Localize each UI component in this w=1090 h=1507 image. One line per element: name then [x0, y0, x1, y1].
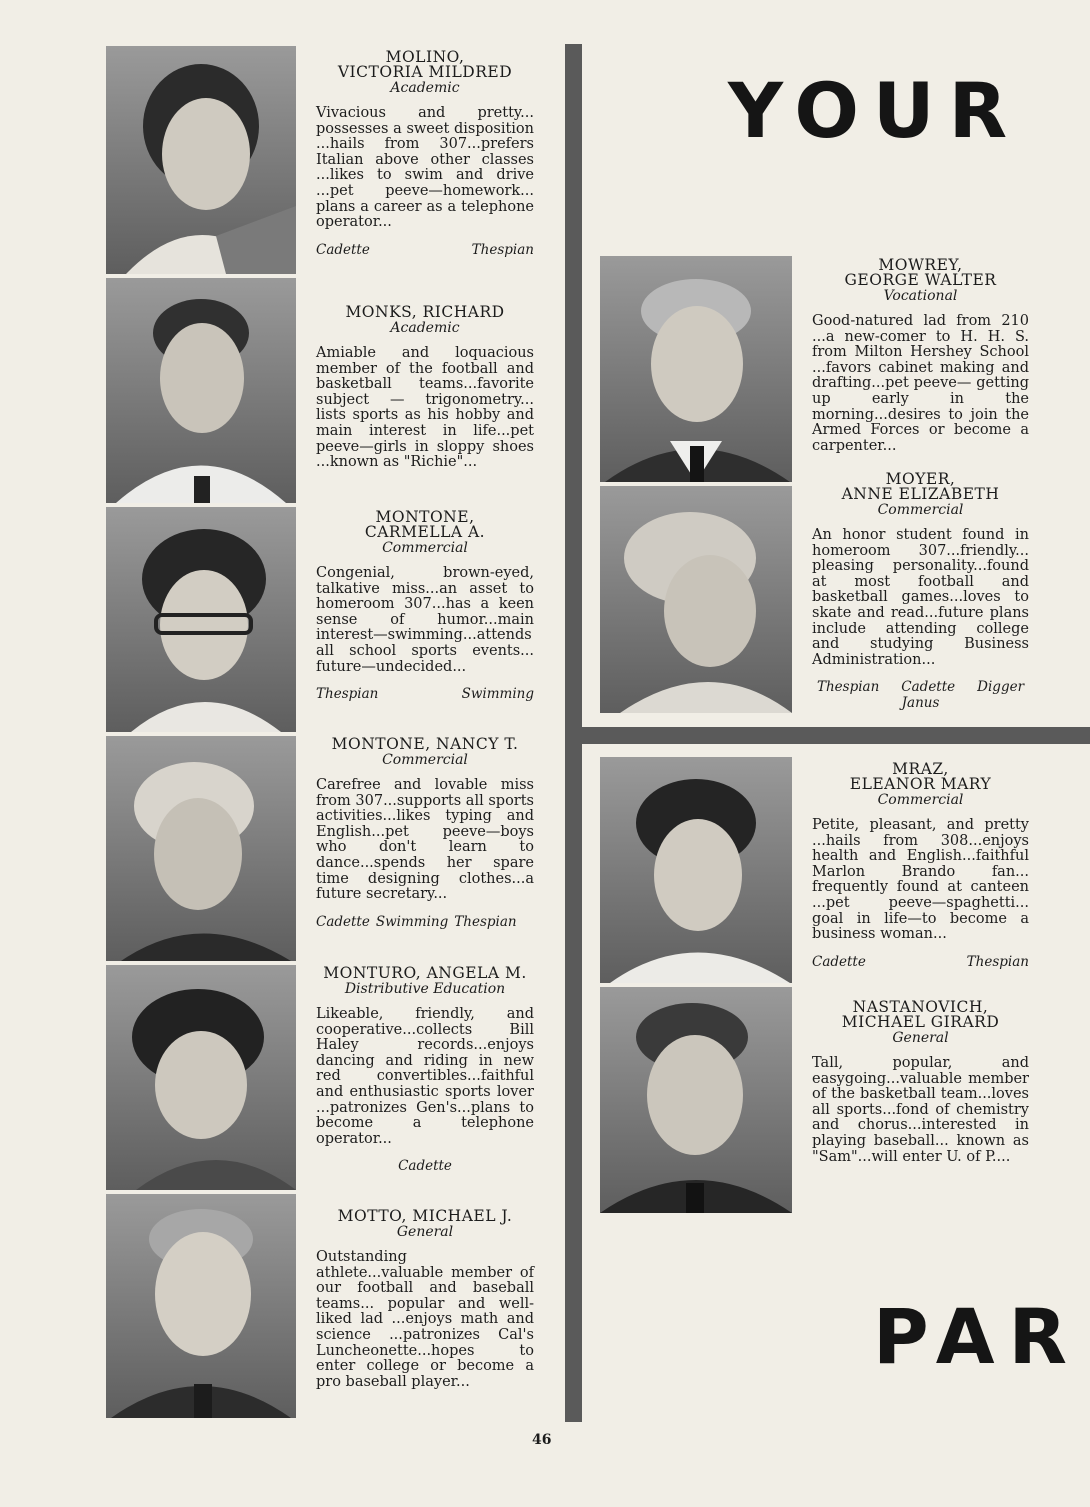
student-name: MONKS, RICHARD: [345, 303, 505, 321]
student-description: Congenial, brown-eyed, talkative miss...an asset to homeroom 307...has a keen sense of humor...main interest—swimming...attends all school sports events... future—undecided...: [316, 565, 534, 675]
student-name: MONTONE, NANCY T.: [331, 735, 519, 753]
student-description: Carefree and lovable miss from 307...supports all sports activities...likes typing and English...pet peeve—boys who don't learn to dance...spends her spare time designing clothes...a future secretary...: [316, 777, 534, 903]
student-name: MOLINO, VICTORIA MILDRED: [337, 48, 513, 81]
senior-entry: [812, 1000, 1029, 1165]
activity: Cadette: [812, 953, 866, 970]
portrait-photo: [106, 1194, 296, 1418]
activity: Digger: [977, 679, 1025, 696]
senior-entry: [316, 966, 534, 1174]
student-description: Outstanding athlete...valuable member of our football and baseball teams... popular and well-liked lad ...enjoys math and science ...patronizes Cal's Luncheonette...hopes to enter college or become a pro baseball player...: [316, 1249, 534, 1390]
senior-entry: [812, 762, 1029, 970]
portrait-photo: [106, 278, 296, 503]
senior-entry: [316, 510, 534, 702]
headline-bottom: PAR: [873, 1292, 1082, 1381]
activity: Thespian: [316, 686, 379, 703]
activity-list: [812, 954, 1029, 970]
student-name: MOWREY, GEORGE WALTER: [844, 256, 997, 289]
headline-top: YOUR: [728, 66, 1022, 155]
activity: Cadette: [316, 913, 370, 930]
student-description: Good-natured lad from 210 ...a new-comer to H. H. S. from Milton Hershey School ...favors cabinet making and drafting...pet peeve— getting up early in the morning...desires to join the Armed Forces or become a carpenter...: [812, 313, 1029, 454]
senior-entry: [316, 50, 534, 258]
course-label: Vocational: [883, 288, 958, 304]
course-label: General: [396, 1224, 454, 1240]
page-number: 46: [532, 1432, 552, 1448]
horizontal-divider: [582, 727, 1090, 744]
senior-entry: [812, 258, 1029, 454]
senior-entry: [316, 737, 534, 930]
activity-list: [316, 914, 534, 930]
student-description: Amiable and loquacious member of the football and basketball teams...favorite subject — trigonometry... lists sports as his hobby and main interest in life...pet peeve—girls in sloppy shoes ...known as "Richie"...: [316, 345, 534, 471]
student-name: MOYER, ANNE ELIZABETH: [841, 470, 1000, 503]
senior-entry: [316, 1209, 534, 1390]
student-name: MOTTO, MICHAEL J.: [337, 1207, 513, 1225]
activity-list: [316, 242, 534, 258]
student-description: Likeable, friendly, and cooperative...collects Bill Haley records...enjoys dancing and riding in new red convertibles...faithful and enthusiastic sports lover ...patronizes Gen's...plans to become a telephone operator...: [316, 1006, 534, 1147]
portrait-photo: [106, 507, 296, 732]
course-label: Academic: [390, 320, 460, 336]
portrait-photo: [106, 46, 296, 274]
student-name: MONTURO, ANGELA M.: [323, 964, 527, 982]
portrait-photo: [600, 987, 792, 1213]
portrait-photo: [600, 757, 792, 983]
course-label: Commercial: [877, 502, 964, 518]
activity-list: [316, 1158, 534, 1174]
student-description: Vivacious and pretty... possesses a sweet disposition ...hails from 307...prefers Italian above other classes ...likes to swim and drive ...pet peeve—homework... plans a career as a telephone operator...: [316, 105, 534, 231]
activity: Cadette: [398, 1158, 452, 1175]
course-label: Commercial: [382, 752, 468, 768]
student-name: NASTANOVICH, MICHAEL GIRARD: [841, 998, 1000, 1031]
activity-list: [316, 686, 534, 702]
activity: Janus: [901, 695, 940, 712]
student-description: Petite, pleasant, and pretty ...hails from 308...enjoys health and English...faithful Marlon Brando fan... frequently found at canteen ...pet peeve—spaghetti... goal in life—to become a business woman...: [812, 817, 1029, 943]
student-description: Tall, popular, and easygoing...valuable member of the basketball team...loves all sports...fond of chemistry and chorus...interested in playing baseball... known as "Sam"...will enter U. of P....: [812, 1055, 1029, 1165]
activity: Cadette: [316, 241, 370, 258]
senior-entry: [812, 472, 1029, 711]
course-label: Distributive Education: [344, 981, 506, 997]
activity: Thespian: [966, 953, 1029, 970]
senior-entry: [316, 305, 534, 471]
student-name: MRAZ, ELEANOR MARY: [849, 760, 992, 793]
portrait-photo: [106, 965, 296, 1190]
portrait-photo: [600, 256, 792, 482]
student-description: An honor student found in homeroom 307...friendly... pleasing personality...found at most football and basketball games...loves to skate and read...future plans include attending college and studying Business Administration...: [812, 527, 1029, 668]
course-label: Commercial: [877, 792, 964, 808]
student-name: MONTONE, CARMELLA A.: [364, 508, 486, 541]
course-label: Commercial: [382, 540, 468, 556]
course-label: Academic: [390, 80, 460, 96]
activity-list: [812, 679, 1029, 711]
activity: Thespian: [454, 913, 517, 930]
activity: Thespian: [816, 679, 880, 696]
vertical-divider: [565, 44, 582, 1422]
portrait-photo: [106, 736, 296, 961]
portrait-photo: [600, 486, 792, 713]
activity: Swimming: [461, 686, 534, 703]
activity: Swimming: [375, 913, 449, 930]
activity: Thespian: [471, 241, 534, 258]
activity: Cadette: [901, 679, 956, 696]
course-label: General: [892, 1030, 949, 1046]
